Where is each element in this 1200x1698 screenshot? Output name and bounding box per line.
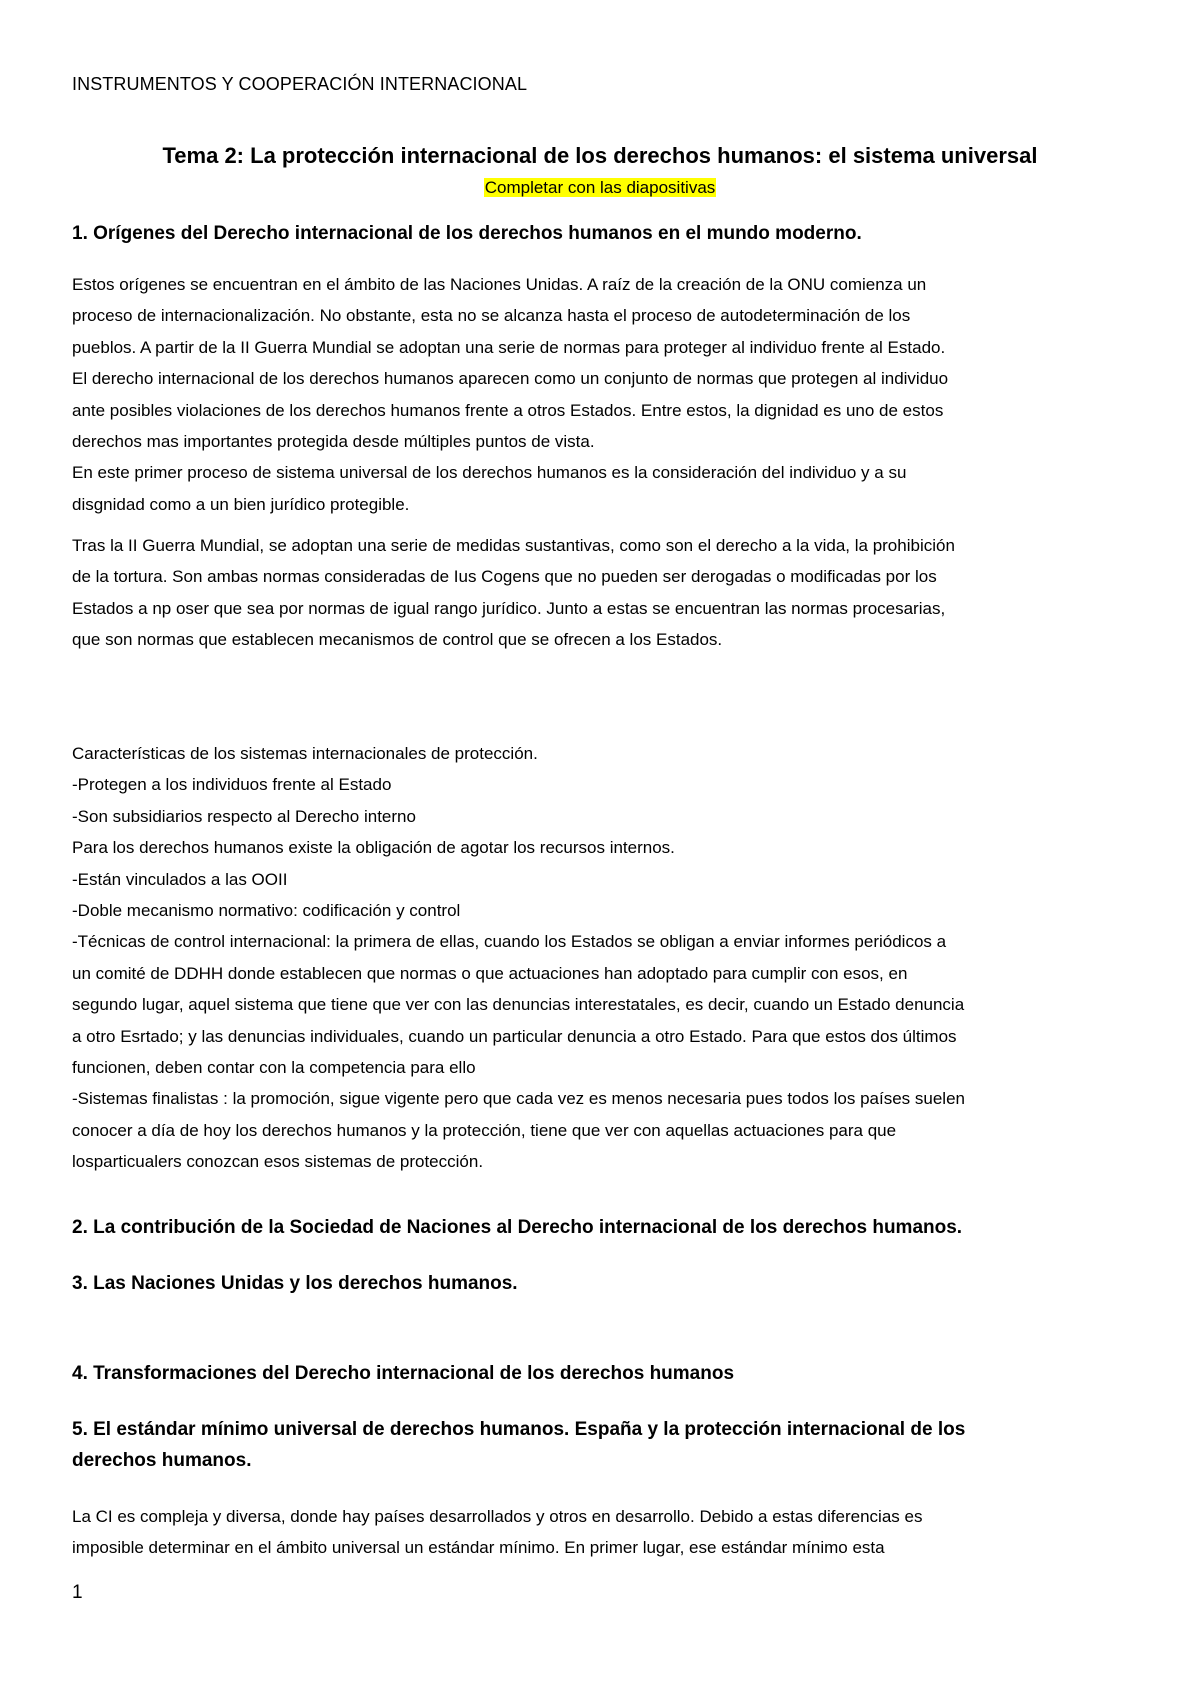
text-line: Para los derechos humanos existe la obligación de agotar los recursos internos.	[72, 838, 675, 858]
page-number: 1	[72, 1582, 83, 1603]
heading-line: 5. El estándar mínimo universal de derechos humanos. España y la protección internacional de los	[72, 1419, 966, 1440]
text-line: proceso de internacionalización. No obstante, esta no se alcanza hasta el proceso de autodeterminación de los	[72, 306, 911, 326]
section-2-heading: 2. La contribución de la Sociedad de Naciones al Derecho internacional de los derechos humanos.	[72, 1217, 963, 1238]
text-line: El derecho internacional de los derechos humanos aparecen como un conjunto de normas que protegen al individuo	[72, 369, 949, 389]
text-line: imposible determinar en el ámbito universal un estándar mínimo. En primer lugar, ese estándar mínimo esta	[72, 1538, 885, 1558]
text-line: derechos mas importantes protegida desde múltiples puntos de vista.	[72, 432, 595, 452]
section-1-heading: 1. Orígenes del Derecho internacional de los derechos humanos en el mundo moderno.	[72, 223, 862, 244]
section-5-heading	[72, 1414, 1132, 1476]
text-line: En este primer proceso de sistema universal de los derechos humanos es la consideración del individuo y a su	[72, 463, 907, 483]
list-item: -Doble mecanismo normativo: codificación y control	[72, 901, 461, 921]
text-line: La CI es compleja y diversa, donde hay países desarrollados y otros en desarrollo. Debido a estas diferencias es	[72, 1507, 923, 1526]
text-line: que son normas que establecen mecanismos de control que se ofrecen a los Estados.	[72, 630, 723, 650]
text-line: funcionen, deben contar con la competencia para ello	[72, 1058, 476, 1078]
heading-line: derechos humanos.	[72, 1450, 252, 1471]
section-5-paragraph-1	[72, 1501, 1134, 1564]
document-title: Tema 2: La protección internacional de los derechos humanos: el sistema universal	[162, 143, 1038, 168]
list-item: -Técnicas de control internacional: la primera de ellas, cuando los Estados se obligan a enviar informes periódicos a	[72, 932, 947, 952]
section-4-heading: 4. Transformaciones del Derecho internacional de los derechos humanos	[72, 1363, 735, 1384]
text-line: Tras la II Guerra Mundial, se adoptan una serie de medidas sustantivas, como son el derecho a la vida, la prohibición	[72, 536, 955, 555]
highlighted-subtitle: Completar con las diapositivas	[484, 178, 716, 197]
section-1-characteristics-list	[72, 738, 1134, 1178]
text-line: Estados a np oser que sea por normas de igual rango jurídico. Junto a estas se encuentran las normas procesarias,	[72, 598, 946, 618]
text-line: Características de los sistemas internacionales de protección.	[72, 744, 538, 763]
text-line: de la tortura. Son ambas normas consideradas de Ius Cogens que no pueden ser derogadas o modificadas por los	[72, 567, 937, 587]
text-line: conocer a día de hoy los derechos humanos y la protección, tiene que ver con aquellas actuaciones para que	[72, 1120, 897, 1140]
text-line: un comité de DDHH donde establecen que normas o que actuaciones han adoptado para cumplir con esos, en	[72, 963, 908, 983]
section-1-paragraph-2	[72, 530, 1134, 656]
list-item: -Sistemas finalistas : la promoción, sigue vigente pero que cada vez es menos necesaria pues todos los países suelen	[72, 1089, 965, 1109]
list-item: -Son subsidiarios respecto al Derecho interno	[72, 806, 416, 826]
subtitle-container	[0, 178, 1200, 198]
text-line: a otro Esrtado; y las denuncias individuales, cuando un particular denuncia a otro Estado. Para que estos dos últimos	[72, 1026, 957, 1046]
text-line: ante posibles violaciones de los derechos humanos frente a otros Estados. Entre estos, la dignidad es uno de estos	[72, 400, 944, 420]
text-line: pueblos. A partir de la II Guerra Mundial se adoptan una serie de normas para proteger al individuo frente al Estado.	[72, 337, 946, 357]
list-item: -Están vinculados a las OOII	[72, 869, 288, 889]
text-line: disgnidad como a un bien jurídico protegible.	[72, 494, 410, 514]
section-3-heading: 3. Las Naciones Unidas y los derechos humanos.	[72, 1273, 518, 1294]
text-line: Estos orígenes se encuentran en el ámbito de las Naciones Unidas. A raíz de la creación de la ONU comienza un	[72, 275, 927, 294]
list-item: -Protegen a los individuos frente al Estado	[72, 775, 392, 795]
document-header: INSTRUMENTOS Y COOPERACIÓN INTERNACIONAL	[72, 74, 528, 94]
section-1-paragraph-1	[72, 269, 1134, 520]
text-line: losparticualers conozcan esos sistemas de protección.	[72, 1152, 484, 1172]
text-line: segundo lugar, aquel sistema que tiene que ver con las denuncias interestatales, es decir, cuando un Estado denuncia	[72, 995, 965, 1015]
